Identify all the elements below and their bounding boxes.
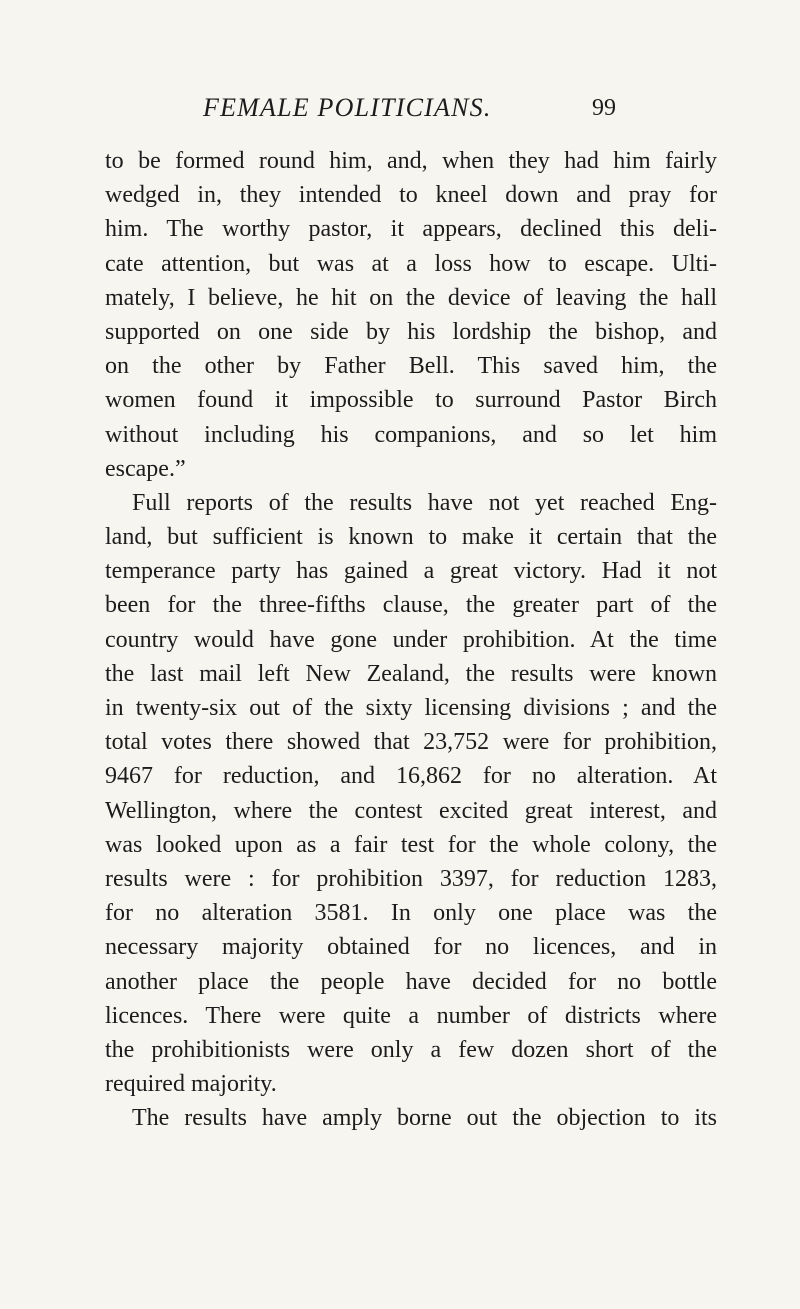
text-line: escape.” <box>105 455 186 482</box>
text-line: mately, I believe, he hit on the device of leaving the hall <box>105 284 717 311</box>
text-line: temperance party has gained a great victory. Had it not <box>105 558 717 585</box>
text-line: Full reports of the results have not yet reached Eng- <box>132 489 717 516</box>
text-line: country would have gone under prohibition. At the time <box>105 626 717 653</box>
text-line: was looked upon as a fair test for the whole colony, the <box>105 831 717 858</box>
running-head <box>0 93 800 133</box>
text-line: licences. There were quite a number of districts where <box>105 1002 717 1029</box>
text-line: for no alteration 3581. In only one place was the <box>105 900 717 927</box>
text-line: supported on one side by his lordship the bishop, and <box>105 318 717 345</box>
text-line: the prohibitionists were only a few dozen short of the <box>105 1036 717 1063</box>
text-line: another place the people have decided for no bottle <box>105 968 717 995</box>
text-line: cate attention, but was at a loss how to escape. Ulti- <box>105 250 717 277</box>
running-title: FEMALE POLITICIANS. <box>203 93 492 122</box>
text-line: women found it impossible to surround Pastor Birch <box>105 387 717 414</box>
text-line: necessary majority obtained for no licences, and in <box>105 934 717 961</box>
text-line: to be formed round him, and, when they had him fairly <box>105 148 717 174</box>
text-line: Wellington, where the contest excited great interest, and <box>105 797 717 824</box>
page-number: 99 <box>592 95 616 121</box>
text-line: without including his companions, and so let him <box>105 421 717 448</box>
body-text <box>105 144 717 1135</box>
text-line: in twenty-six out of the sixty licensing divisions ; and the <box>105 695 717 721</box>
text-line: on the other by Father Bell. This saved him, the <box>105 353 717 380</box>
text-line: land, but sufficient is known to make it certain that the <box>105 524 717 551</box>
text-line: 9467 for reduction, and 16,862 for no alteration. At <box>105 763 717 790</box>
text-line: required majority. <box>105 1071 277 1098</box>
text-line: total votes there showed that 23,752 were for prohibition, <box>105 729 717 756</box>
text-line: the last mail left New Zealand, the results were known <box>105 660 717 687</box>
text-line: The results have amply borne out the objection to its <box>132 1105 717 1132</box>
text-line: him. The worthy pastor, it appears, declined this deli- <box>105 216 717 243</box>
text-line: been for the three-fifths clause, the greater part of the <box>105 592 717 619</box>
text-line: wedged in, they intended to kneel down and pray for <box>105 182 717 209</box>
text-line: results were : for prohibition 3397, for reduction 1283, <box>105 865 717 892</box>
